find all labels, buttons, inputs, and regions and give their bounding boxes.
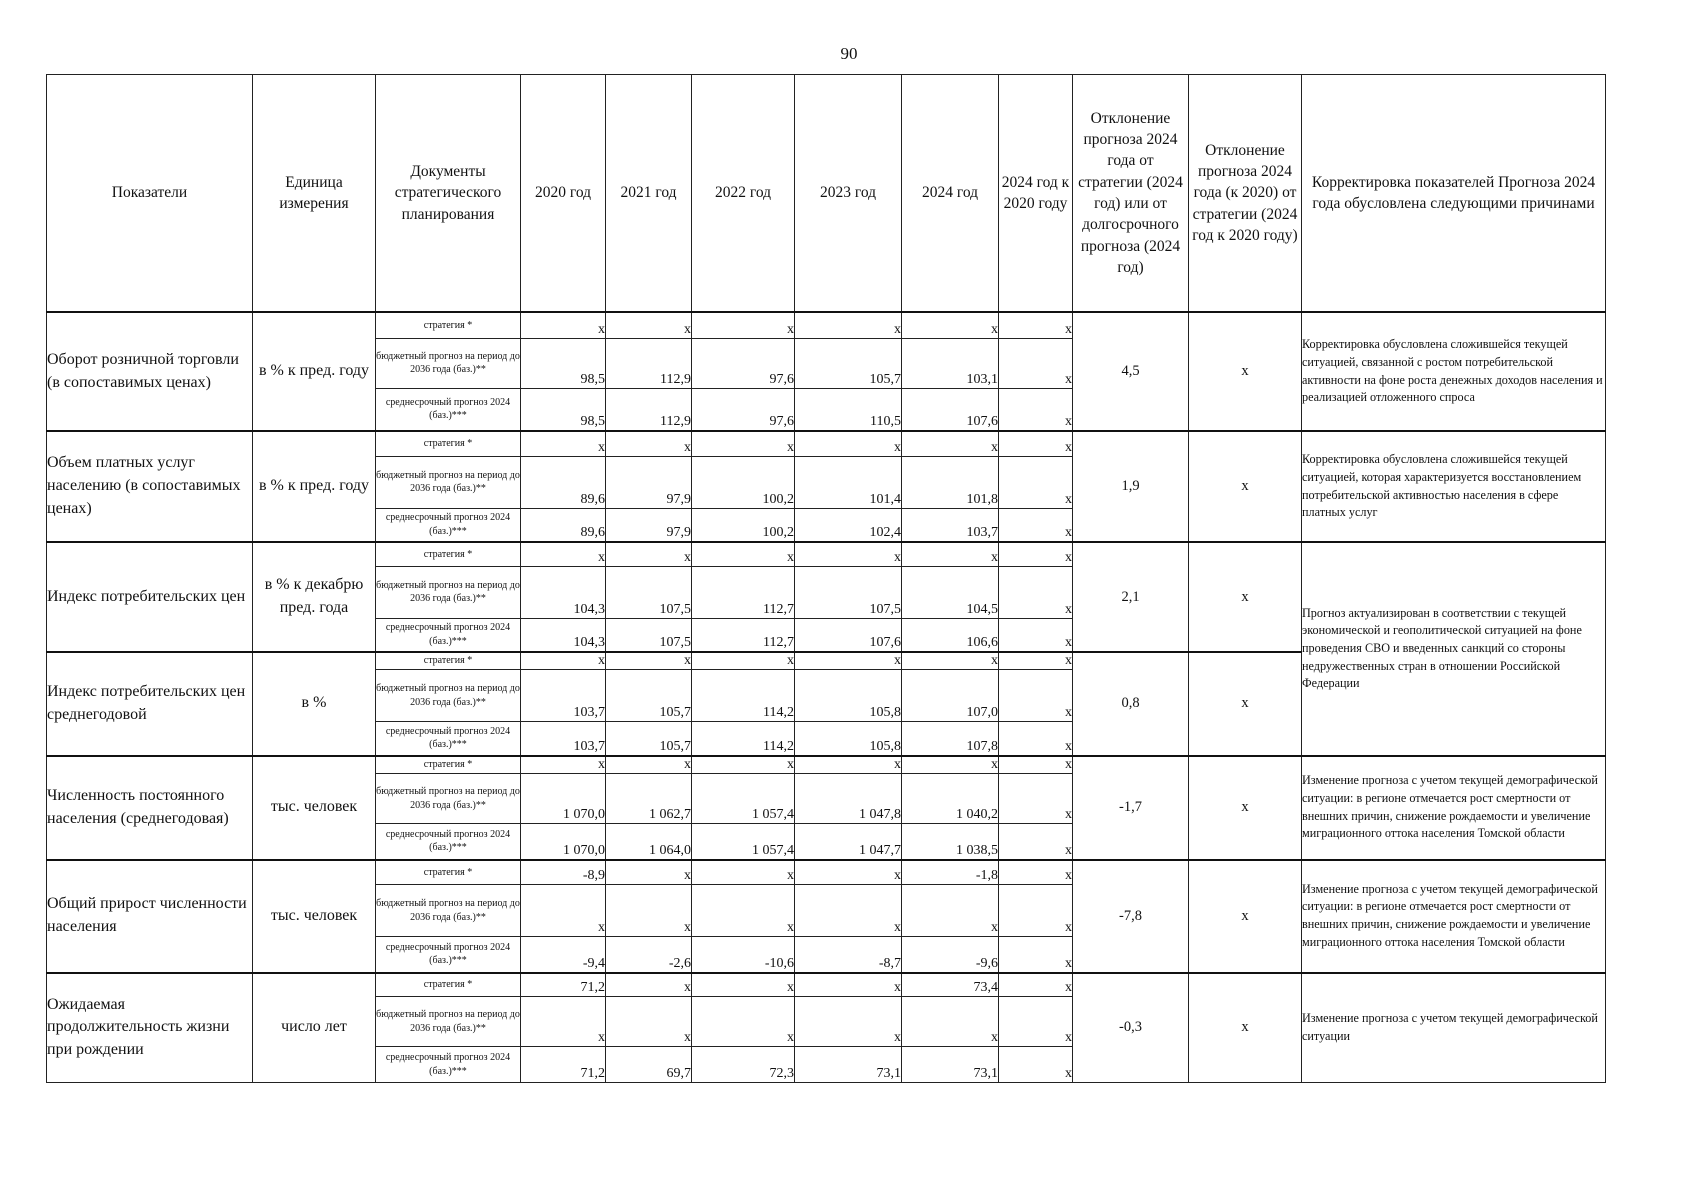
header-indicator: Показатели	[47, 75, 253, 313]
value-cell: 107,6	[795, 618, 902, 652]
indicator-name: Оборот розничной торговли (в сопоставимых ценах)	[47, 312, 253, 431]
document-label: среднесрочный прогноз 2024 (баз.)***	[376, 508, 521, 542]
document-label: стратегия *	[376, 860, 521, 885]
indicator-unit: число лет	[253, 973, 376, 1083]
value-cell: 103,7	[902, 508, 999, 542]
header-reasons: Корректировка показателей Прогноза 2024 года обусловлена следующими причинами	[1302, 75, 1606, 313]
value-cell: x	[692, 973, 795, 997]
table-body	[47, 312, 1606, 1083]
value-cell: x	[999, 1047, 1073, 1083]
document-label: бюджетный прогноз на период до 2036 года (баз.)**	[376, 885, 521, 937]
value-cell: 107,5	[606, 566, 692, 618]
value-cell: 107,6	[902, 388, 999, 431]
document-label: стратегия *	[376, 542, 521, 566]
value-cell: x	[795, 652, 902, 670]
indicator-name: Общий прирост численности населения	[47, 860, 253, 973]
value-cell: x	[999, 431, 1073, 456]
header-2020: 2020 год	[521, 75, 606, 313]
value-cell: x	[692, 997, 795, 1047]
value-cell: 112,9	[606, 338, 692, 388]
indicator-name: Объем платных услуг населению (в сопоставимых ценах)	[47, 431, 253, 542]
reason-text: Изменение прогноза с учетом текущей демографической ситуации: в регионе отмечается рост смертности от внешних причин, снижение рождаемости и увеличение миграционного оттока населения Томской области	[1302, 756, 1606, 860]
table-row	[47, 756, 1606, 774]
value-cell: 89,6	[521, 508, 606, 542]
page-number: 90	[840, 44, 858, 63]
deviation-2020: x	[1189, 860, 1302, 973]
document-label: бюджетный прогноз на период до 2036 года (баз.)**	[376, 997, 521, 1047]
value-cell: x	[692, 885, 795, 937]
value-cell: x	[999, 824, 1073, 860]
deviation-strategy: 2,1	[1073, 542, 1189, 652]
value-cell: 100,2	[692, 456, 795, 508]
value-cell: 71,2	[521, 973, 606, 997]
value-cell: x	[902, 756, 999, 774]
value-cell: x	[606, 860, 692, 885]
value-cell: 1 057,4	[692, 774, 795, 824]
value-cell: 101,4	[795, 456, 902, 508]
value-cell: 73,4	[902, 973, 999, 997]
value-cell: 1 070,0	[521, 824, 606, 860]
header-documents: Документы стратегического планирования	[376, 75, 521, 313]
document-label: стратегия *	[376, 652, 521, 670]
value-cell: x	[606, 431, 692, 456]
value-cell: 97,6	[692, 388, 795, 431]
value-cell: 73,1	[795, 1047, 902, 1083]
reason-text: Изменение прогноза с учетом текущей демографической ситуации	[1302, 973, 1606, 1083]
table-row	[47, 860, 1606, 885]
value-cell: x	[606, 756, 692, 774]
value-cell: 107,5	[606, 618, 692, 652]
value-cell: x	[521, 542, 606, 566]
value-cell: -9,4	[521, 937, 606, 973]
value-cell: 101,8	[902, 456, 999, 508]
document-label: бюджетный прогноз на период до 2036 года (баз.)**	[376, 338, 521, 388]
document-label: стратегия *	[376, 756, 521, 774]
value-cell: x	[521, 431, 606, 456]
value-cell: 110,5	[795, 388, 902, 431]
value-cell: 103,7	[521, 670, 606, 722]
value-cell: x	[606, 973, 692, 997]
value-cell: x	[902, 312, 999, 338]
value-cell: 107,8	[902, 722, 999, 756]
indicator-name: Индекс потребительских цен	[47, 542, 253, 652]
value-cell: x	[999, 885, 1073, 937]
value-cell: x	[902, 652, 999, 670]
value-cell: x	[999, 338, 1073, 388]
document-label: бюджетный прогноз на период до 2036 года (баз.)**	[376, 774, 521, 824]
value-cell: x	[999, 388, 1073, 431]
value-cell: 73,1	[902, 1047, 999, 1083]
header-2024-to-2020: 2024 год к 2020 году	[999, 75, 1073, 313]
document-label: среднесрочный прогноз 2024 (баз.)***	[376, 1047, 521, 1083]
value-cell: 97,9	[606, 508, 692, 542]
value-cell: 1 038,5	[902, 824, 999, 860]
value-cell: 98,5	[521, 338, 606, 388]
value-cell: x	[999, 860, 1073, 885]
table-row	[47, 542, 1606, 566]
indicator-name: Численность постоянного населения (среднегодовая)	[47, 756, 253, 860]
value-cell: 1 064,0	[606, 824, 692, 860]
value-cell: 98,5	[521, 388, 606, 431]
deviation-strategy: 1,9	[1073, 431, 1189, 542]
value-cell: 69,7	[606, 1047, 692, 1083]
deviation-2020: x	[1189, 431, 1302, 542]
value-cell: x	[902, 431, 999, 456]
value-cell: x	[795, 860, 902, 885]
value-cell: 107,0	[902, 670, 999, 722]
value-cell: 112,7	[692, 566, 795, 618]
value-cell: x	[999, 973, 1073, 997]
header-2023: 2023 год	[795, 75, 902, 313]
deviation-2020: x	[1189, 973, 1302, 1083]
deviation-strategy: -0,3	[1073, 973, 1189, 1083]
indicator-unit: в % к пред. году	[253, 312, 376, 431]
reason-text: Корректировка обусловлена сложившейся текущей ситуацией, связанной с ростом потребительской активности на фоне роста денежных доходов населения и реализацией отложенного спроса	[1302, 312, 1606, 431]
header-2022: 2022 год	[692, 75, 795, 313]
value-cell: x	[795, 756, 902, 774]
value-cell: 104,3	[521, 566, 606, 618]
value-cell: -2,6	[606, 937, 692, 973]
value-cell: x	[999, 566, 1073, 618]
value-cell: x	[606, 997, 692, 1047]
value-cell: 89,6	[521, 456, 606, 508]
document-label: среднесрочный прогноз 2024 (баз.)***	[376, 722, 521, 756]
value-cell: x	[999, 756, 1073, 774]
header-2021: 2021 год	[606, 75, 692, 313]
value-cell: 72,3	[692, 1047, 795, 1083]
reason-text: Прогноз актуализирован в соответствии с текущей экономической и геополитической ситуацией на фоне проведения СВО и введенных санкций со стороны недружественных стран в отношении Российской Федерации	[1302, 542, 1606, 756]
value-cell: x	[606, 312, 692, 338]
value-cell: x	[521, 885, 606, 937]
value-cell: 105,7	[606, 722, 692, 756]
value-cell: x	[795, 997, 902, 1047]
value-cell: 105,7	[795, 338, 902, 388]
value-cell: 112,9	[606, 388, 692, 431]
value-cell: x	[999, 618, 1073, 652]
value-cell: x	[999, 670, 1073, 722]
value-cell: -9,6	[902, 937, 999, 973]
deviation-2020: x	[1189, 542, 1302, 652]
value-cell: 1 070,0	[521, 774, 606, 824]
deviation-2020: x	[1189, 312, 1302, 431]
indicator-name: Ожидаемая продолжительность жизни при рождении	[47, 973, 253, 1083]
value-cell: x	[902, 997, 999, 1047]
value-cell: 105,8	[795, 670, 902, 722]
indicator-name: Индекс потребительских цен среднегодовой	[47, 652, 253, 756]
value-cell: 103,1	[902, 338, 999, 388]
value-cell: x	[999, 937, 1073, 973]
header-unit: Единица измерения	[253, 75, 376, 313]
document-label: среднесрочный прогноз 2024 (баз.)***	[376, 824, 521, 860]
value-cell: 71,2	[521, 1047, 606, 1083]
value-cell: x	[521, 652, 606, 670]
deviation-strategy: 0,8	[1073, 652, 1189, 756]
deviation-2020: x	[1189, 652, 1302, 756]
value-cell: 104,5	[902, 566, 999, 618]
value-cell: x	[999, 997, 1073, 1047]
document-label: стратегия *	[376, 973, 521, 997]
table-row	[47, 312, 1606, 338]
value-cell: x	[999, 508, 1073, 542]
document-label: среднесрочный прогноз 2024 (баз.)***	[376, 618, 521, 652]
header-2024: 2024 год	[902, 75, 999, 313]
indicator-unit: в % к пред. году	[253, 431, 376, 542]
value-cell: x	[999, 652, 1073, 670]
value-cell: x	[999, 456, 1073, 508]
value-cell: x	[692, 860, 795, 885]
value-cell: -1,8	[902, 860, 999, 885]
value-cell: x	[999, 542, 1073, 566]
value-cell: -8,9	[521, 860, 606, 885]
document-label: среднесрочный прогноз 2024 (баз.)***	[376, 937, 521, 973]
indicator-unit: в % к декабрю пред. года	[253, 542, 376, 652]
table-row	[47, 431, 1606, 456]
document-label: стратегия *	[376, 431, 521, 456]
indicator-unit: в %	[253, 652, 376, 756]
document-label: бюджетный прогноз на период до 2036 года (баз.)**	[376, 566, 521, 618]
document-label: бюджетный прогноз на период до 2036 года (баз.)**	[376, 670, 521, 722]
document-label: стратегия *	[376, 312, 521, 338]
value-cell: 104,3	[521, 618, 606, 652]
value-cell: x	[902, 542, 999, 566]
value-cell: 100,2	[692, 508, 795, 542]
value-cell: x	[606, 885, 692, 937]
value-cell: x	[999, 722, 1073, 756]
table-row	[47, 973, 1606, 997]
value-cell: x	[795, 885, 902, 937]
value-cell: x	[521, 997, 606, 1047]
value-cell: x	[795, 973, 902, 997]
value-cell: x	[902, 885, 999, 937]
value-cell: 112,7	[692, 618, 795, 652]
value-cell: 97,9	[606, 456, 692, 508]
value-cell: x	[999, 312, 1073, 338]
value-cell: 114,2	[692, 670, 795, 722]
header-deviation-strategy: Отклонение прогноза 2024 года от стратегии (2024 год) или от долгосрочного прогноза (2024 год)	[1073, 75, 1189, 313]
value-cell: -10,6	[692, 937, 795, 973]
value-cell: 1 040,2	[902, 774, 999, 824]
value-cell: x	[692, 431, 795, 456]
deviation-strategy: -7,8	[1073, 860, 1189, 973]
indicator-unit: тыс. человек	[253, 860, 376, 973]
document-label: бюджетный прогноз на период до 2036 года (баз.)**	[376, 456, 521, 508]
value-cell: 106,6	[902, 618, 999, 652]
document-label: среднесрочный прогноз 2024 (баз.)***	[376, 388, 521, 431]
value-cell: x	[795, 542, 902, 566]
reason-text: Изменение прогноза с учетом текущей демографической ситуации: в регионе отмечается рост смертности от внешних причин, снижение рождаемости и увеличение миграционного оттока населения Томской области	[1302, 860, 1606, 973]
deviation-strategy: 4,5	[1073, 312, 1189, 431]
value-cell: x	[521, 756, 606, 774]
header-row	[47, 75, 1606, 313]
value-cell: x	[521, 312, 606, 338]
value-cell: x	[795, 431, 902, 456]
value-cell: 97,6	[692, 338, 795, 388]
value-cell: -8,7	[795, 937, 902, 973]
value-cell: x	[795, 312, 902, 338]
value-cell: x	[999, 774, 1073, 824]
value-cell: x	[692, 312, 795, 338]
header-deviation-2020: Отклонение прогноза 2024 года (к 2020) от стратегии (2024 год к 2020 году)	[1189, 75, 1302, 313]
value-cell: 1 047,8	[795, 774, 902, 824]
value-cell: 1 057,4	[692, 824, 795, 860]
indicator-unit: тыс. человек	[253, 756, 376, 860]
forecast-table	[46, 74, 1606, 1083]
value-cell: x	[692, 542, 795, 566]
value-cell: x	[606, 542, 692, 566]
value-cell: 1 062,7	[606, 774, 692, 824]
value-cell: 105,7	[606, 670, 692, 722]
value-cell: 114,2	[692, 722, 795, 756]
value-cell: 102,4	[795, 508, 902, 542]
value-cell: 1 047,7	[795, 824, 902, 860]
value-cell: 107,5	[795, 566, 902, 618]
value-cell: 105,8	[795, 722, 902, 756]
value-cell: x	[692, 756, 795, 774]
value-cell: x	[606, 652, 692, 670]
reason-text: Корректировка обусловлена сложившейся текущей ситуацией, которая характеризуется восстановлением потребительской активностью населения в сфере платных услуг	[1302, 431, 1606, 542]
value-cell: 103,7	[521, 722, 606, 756]
deviation-2020: x	[1189, 756, 1302, 860]
deviation-strategy: -1,7	[1073, 756, 1189, 860]
value-cell: x	[692, 652, 795, 670]
